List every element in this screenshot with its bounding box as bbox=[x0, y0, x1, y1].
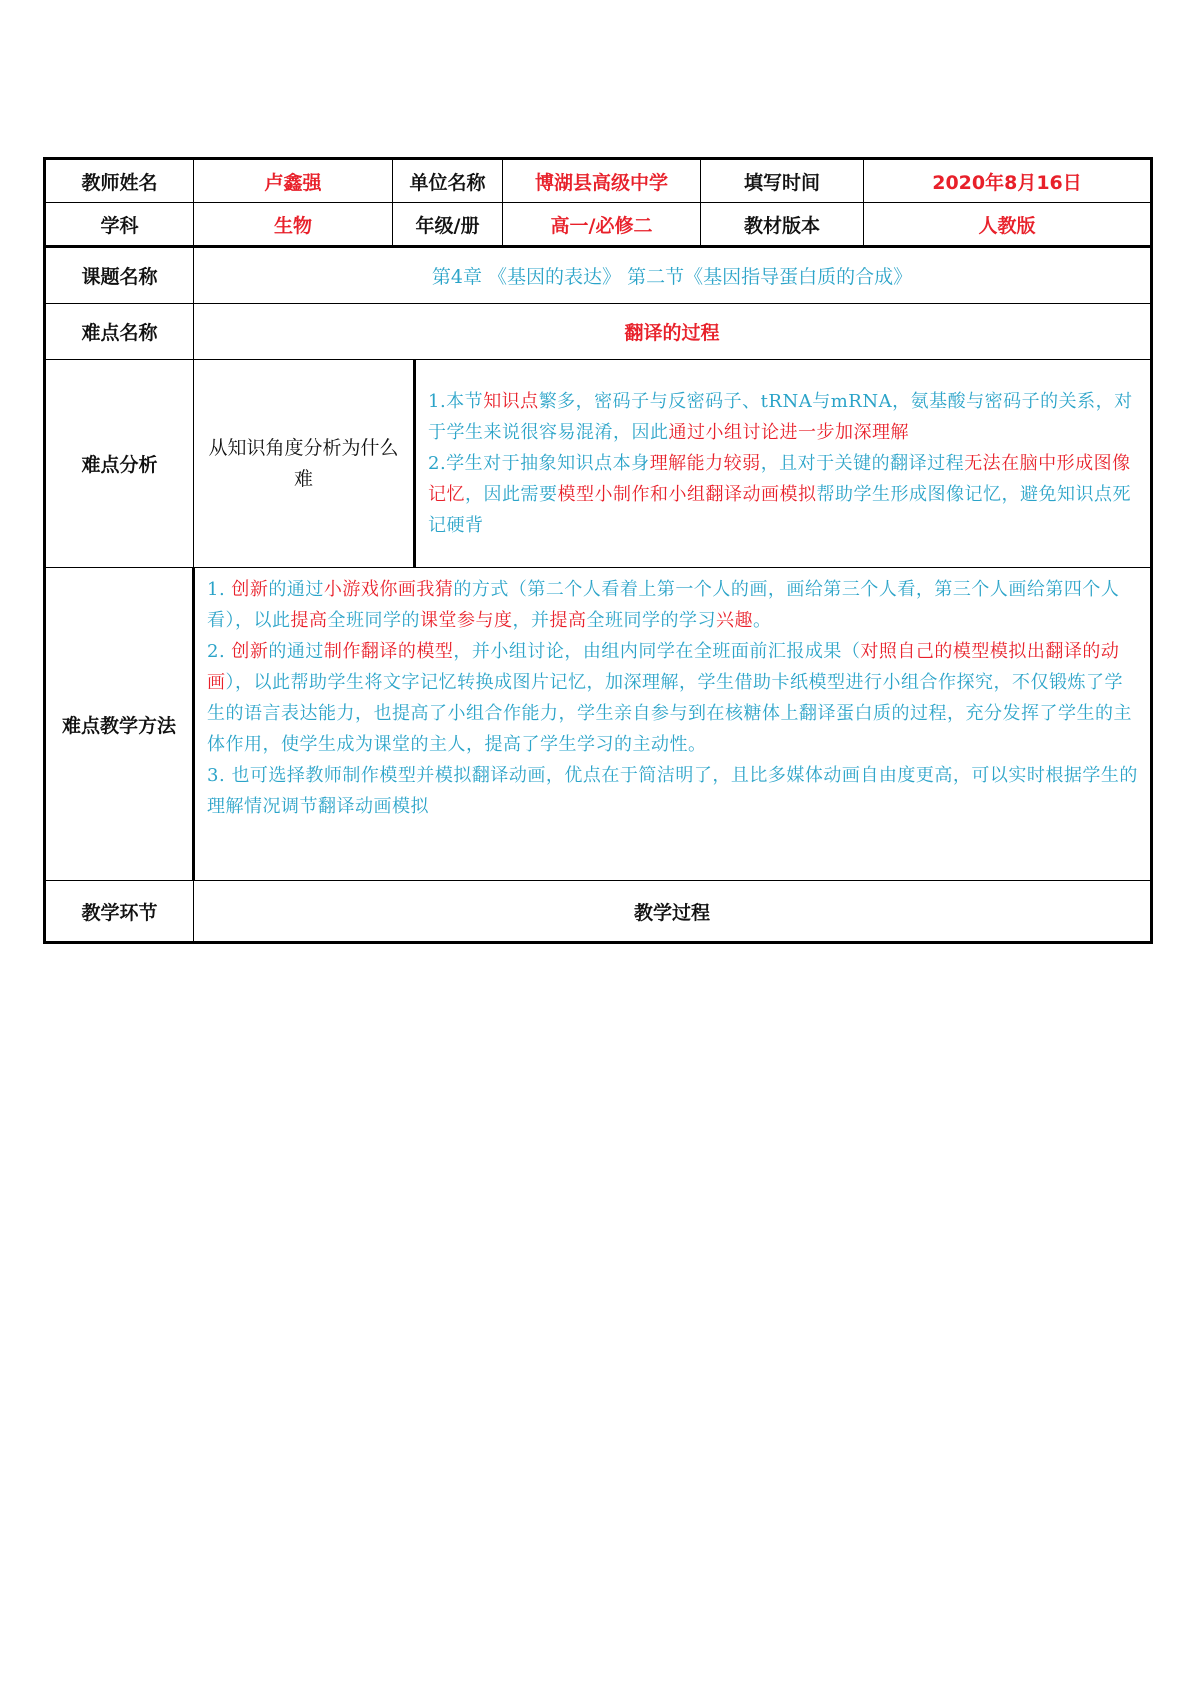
grade-label: 年级/册 bbox=[393, 203, 503, 247]
method-paragraph-3: 3. 也可选择教师制作模型并模拟翻译动画，优点在于简洁明了，且比多媒体动画自由度更高，可以实时根据学生的理解情况调节翻译动画模拟 bbox=[207, 765, 1138, 817]
form-table bbox=[43, 157, 1153, 944]
teacher-label: 教师姓名 bbox=[45, 159, 194, 203]
analysis-text-cell bbox=[415, 360, 1151, 567]
date-value: 2020年8月16日 bbox=[864, 159, 1152, 203]
analysis-paragraph-2: 2.学生对于抽象知识点本身理解能力较弱，且对于关键的翻译过程无法在脑中形成图像记忆，因此需要模型小制作和小组翻译动画模拟帮助学生形成图像记忆，避免知识点死记硬背 bbox=[428, 453, 1131, 536]
process-label: 教学环节 bbox=[45, 881, 194, 943]
subject-value: 生物 bbox=[194, 203, 393, 247]
subject-label: 学科 bbox=[45, 203, 194, 247]
unit-label: 单位名称 bbox=[393, 159, 503, 203]
method-paragraph-1: 1. 创新的通过小游戏你画我猜的方式（第二个人看着上第一个人的画，画给第三个人看，第三个人画给第四个人看），以此提高全班同学的课堂参与度，并提高全班同学的学习兴趣。 bbox=[207, 579, 1120, 631]
grade-value: 高一/必修二 bbox=[503, 203, 701, 247]
analysis-angle: 从知识角度分析为什么难 bbox=[208, 436, 399, 490]
analysis-paragraph-1: 1.本节知识点繁多，密码子与反密码子、tRNA与mRNA，氨基酸与密码子的关系，对于学生来说很容易混淆，因此通过小组讨论进一步加深理解 bbox=[428, 391, 1133, 443]
method-cell bbox=[194, 568, 1152, 881]
edition-value: 人教版 bbox=[864, 203, 1152, 247]
topic-label: 课题名称 bbox=[45, 247, 194, 304]
unit-value: 博湖县高级中学 bbox=[503, 159, 701, 203]
teacher-value: 卢鑫强 bbox=[194, 159, 393, 203]
edition-label: 教材版本 bbox=[701, 203, 864, 247]
analysis-angle-cell bbox=[194, 360, 415, 567]
process-value: 教学过程 bbox=[194, 881, 1152, 943]
analysis-label: 难点分析 bbox=[45, 360, 194, 568]
method-paragraph-2: 2. 创新的通过制作翻译的模型，并小组讨论，由组内同学在全班面前汇报成果（对照自己的模型模拟出翻译的动画），以此帮助学生将文字记忆转换成图片记忆，加深理解，学生借助卡纸模型进行小组合作探究，不仅锻炼了学生的语言表达能力，也提高了小组合作能力，学生亲自参与到在核糖体上翻译蛋白质的过程，充分发挥了学生的主体作用，使学生成为课堂的主人，提高了学生学习的主动性。 bbox=[207, 641, 1132, 755]
topic-value: 第4章 《基因的表达》 第二节《基因指导蛋白质的合成》 bbox=[194, 247, 1152, 304]
method-label: 难点教学方法 bbox=[45, 568, 194, 881]
difficulty-value: 翻译的过程 bbox=[194, 304, 1152, 360]
analysis-cell bbox=[194, 360, 1152, 568]
lesson-plan-form bbox=[43, 157, 1150, 944]
difficulty-label: 难点名称 bbox=[45, 304, 194, 360]
date-label: 填写时间 bbox=[701, 159, 864, 203]
